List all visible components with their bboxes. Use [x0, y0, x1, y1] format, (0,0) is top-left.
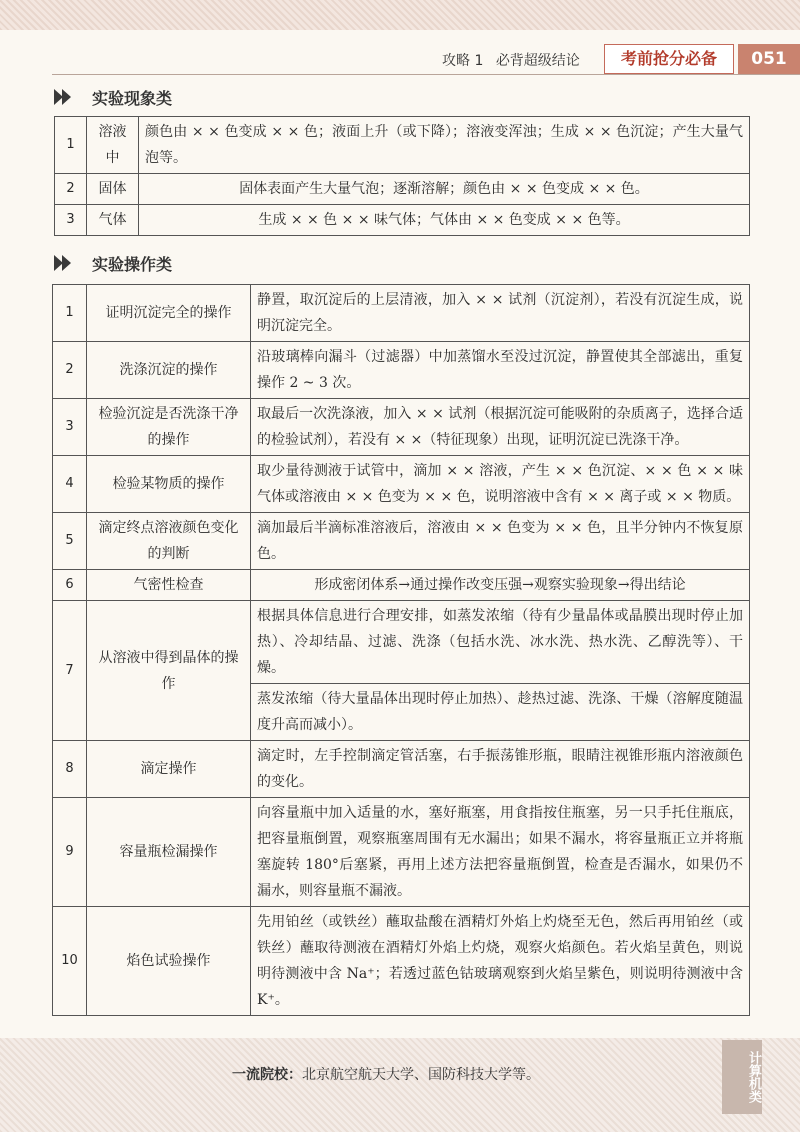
row-operation: 从溶液中得到晶体的操作	[87, 601, 251, 741]
footer-note	[232, 1064, 540, 1084]
row-number: 3	[53, 399, 87, 456]
footer-schools: 北京航空航天大学、国防科技大学等。	[302, 1067, 540, 1083]
double-arrow-icon	[52, 88, 74, 106]
row-number: 6	[53, 570, 87, 601]
row-content: 蒸发浓缩（待大量晶体出现时停止加热）、趁热过滤、洗涤、干燥（溶解度随温度升高而减小）。	[251, 684, 750, 741]
table-row	[55, 174, 750, 205]
row-operation: 滴定操作	[87, 741, 251, 798]
row-operation: 焰色试验操作	[87, 907, 251, 1016]
row-category: 溶液中	[87, 117, 139, 174]
table-row	[53, 601, 750, 684]
table-row	[53, 570, 750, 601]
header-breadcrumb	[442, 50, 580, 70]
row-content: 固体表面产生大量气泡；逐渐溶解；颜色由 × × 色变成 × × 色。	[139, 174, 750, 205]
top-decorative-band	[0, 0, 800, 30]
row-number: 9	[53, 798, 87, 907]
table-row	[53, 513, 750, 570]
row-number: 7	[53, 601, 87, 741]
double-arrow-icon	[52, 254, 74, 272]
row-number: 10	[53, 907, 87, 1016]
table-row	[53, 907, 750, 1016]
row-content: 先用铂丝（或铁丝）蘸取盐酸在酒精灯外焰上灼烧至无色，然后再用铂丝（或铁丝）蘸取待测液在酒精灯外焰上灼烧，观察火焰颜色。若火焰呈黄色，则说明待测液中含 Na⁺；若透过蓝色钴玻璃观察到火焰呈紫色，则说明待测液中含 K⁺。	[251, 907, 750, 1016]
table-row	[55, 117, 750, 174]
table-row	[53, 342, 750, 399]
row-operation: 滴定终点溶液颜色变化的判断	[87, 513, 251, 570]
row-number: 4	[53, 456, 87, 513]
row-number: 3	[55, 205, 87, 236]
row-number: 2	[53, 342, 87, 399]
row-number: 8	[53, 741, 87, 798]
row-number: 2	[55, 174, 87, 205]
page-number: 051	[738, 44, 800, 74]
table-row	[53, 741, 750, 798]
row-operation: 证明沉淀完全的操作	[87, 285, 251, 342]
row-content: 取最后一次洗涤液，加入 × × 试剂（根据沉淀可能吸附的杂质离子，选择合适的检验试剂），若没有 × ×（特征现象）出现，证明沉淀已洗涤干净。	[251, 399, 750, 456]
table-row	[53, 798, 750, 907]
page-header	[0, 44, 800, 78]
row-operation: 检验某物质的操作	[87, 456, 251, 513]
row-content: 取少量待测液于试管中，滴加 × × 溶液，产生 × × 色沉淀、× × 色 × × 味气体或溶液由 × × 色变为 × × 色，说明溶液中含有 × × 离子或 × × 物质。	[251, 456, 750, 513]
row-number: 1	[55, 117, 87, 174]
row-operation: 气密性检查	[87, 570, 251, 601]
row-number: 1	[53, 285, 87, 342]
footer-label: 一流院校：	[232, 1067, 302, 1083]
header-strategy: 攻略 1	[442, 53, 484, 69]
operations-table	[52, 284, 750, 1016]
table-row	[55, 205, 750, 236]
row-operation: 容量瓶检漏操作	[87, 798, 251, 907]
table-row	[53, 285, 750, 342]
row-content: 向容量瓶中加入适量的水，塞好瓶塞，用食指按住瓶塞，另一只手托住瓶底，把容量瓶倒置，观察瓶塞周围有无水漏出；如果不漏水，将容量瓶正立并将瓶塞旋转 180°后塞紧，再用上述方法把容量瓶倒置，检查是否漏水，如果仍不漏水，则容量瓶不漏液。	[251, 798, 750, 907]
section-title-phenomena: 实验现象类	[52, 84, 172, 110]
table-row	[53, 399, 750, 456]
row-number: 5	[53, 513, 87, 570]
row-content: 静置，取沉淀后的上层清液，加入 × × 试剂（沉淀剂），若没有沉淀生成，说明沉淀完全。	[251, 285, 750, 342]
row-content: 生成 × × 色 × × 味气体；气体由 × × 色变成 × × 色等。	[139, 205, 750, 236]
page-footer	[0, 1038, 800, 1132]
row-content: 形成密闭体系→通过操作改变压强→观察实验现象→得出结论	[251, 570, 750, 601]
footer-category-stamp: 计算机类	[722, 1040, 762, 1114]
row-content: 沿玻璃棒向漏斗（过滤器）中加蒸馏水至没过沉淀，静置使其全部滤出，重复操作 2 ~ 3 次。	[251, 342, 750, 399]
header-subtitle: 必背超级结论	[495, 53, 580, 69]
row-operation: 洗涤沉淀的操作	[87, 342, 251, 399]
table-row	[53, 456, 750, 513]
row-content: 滴定时，左手控制滴定管活塞，右手振荡锥形瓶，眼睛注视锥形瓶内溶液颜色的变化。	[251, 741, 750, 798]
row-operation: 检验沉淀是否洗涤干净的操作	[87, 399, 251, 456]
row-content: 滴加最后半滴标准溶液后，溶液由 × × 色变为 × × 色，且半分钟内不恢复原色。	[251, 513, 750, 570]
row-category: 气体	[87, 205, 139, 236]
header-divider	[52, 74, 800, 75]
row-category: 固体	[87, 174, 139, 205]
row-content: 颜色由 × × 色变成 × × 色；液面上升（或下降）；溶液变浑浊；生成 × × 色沉淀；产生大量气泡等。	[139, 117, 750, 174]
section-title-operations: 实验操作类	[52, 250, 172, 276]
phenomena-table	[54, 116, 750, 236]
row-content: 根据具体信息进行合理安排，如蒸发浓缩（待有少量晶体或晶膜出现时停止加热）、冷却结晶、过滤、洗涤（包括水洗、冰水洗、热水洗、乙醇洗等）、干燥。	[251, 601, 750, 684]
header-tag: 考前抢分必备	[604, 44, 734, 74]
